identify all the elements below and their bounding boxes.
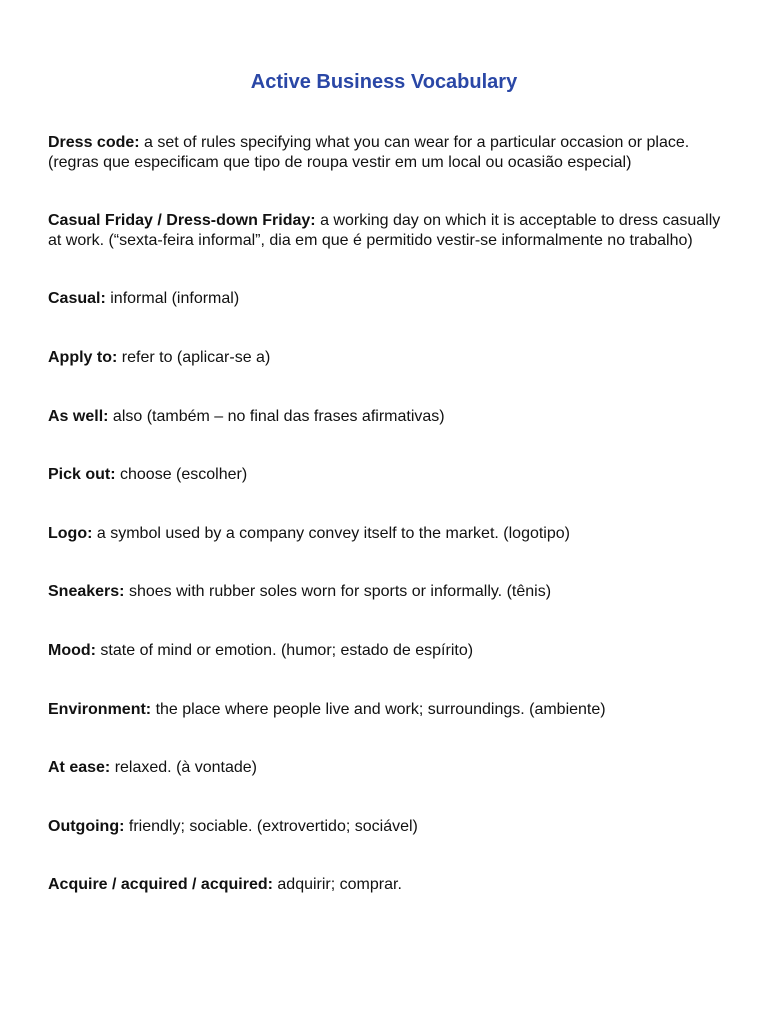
- entry-term: Acquire / acquired / acquired:: [48, 876, 273, 894]
- vocabulary-entry: [48, 348, 728, 368]
- entry-definition: choose (escolher): [115, 466, 248, 484]
- vocabulary-entry: [48, 133, 728, 172]
- entry-definition: refer to (aplicar-se a): [117, 348, 271, 366]
- entry-definition: a working day on which it is acceptable to dress casually at work. (“sexta-feira informal”, dia em que é permitido vestir-se informalmente no trabalho): [48, 212, 721, 249]
- vocabulary-list: [48, 133, 728, 934]
- vocabulary-entry: [48, 641, 728, 661]
- entry-definition: informal (informal): [105, 290, 240, 308]
- entry-definition: a symbol used by a company convey itself to the market. (logotipo): [92, 524, 570, 542]
- entry-term: Dress code:: [48, 134, 140, 151]
- entry-term: Pick out:: [48, 466, 116, 484]
- vocabulary-entry: [48, 582, 728, 602]
- vocabulary-entry: [48, 817, 728, 837]
- entry-term: Sneakers:: [48, 583, 125, 601]
- entry-term: Outgoing:: [48, 817, 125, 835]
- entry-term: Apply to:: [48, 348, 118, 366]
- vocabulary-entry: [48, 758, 728, 778]
- entry-definition: state of mind or emotion. (humor; estado de espírito): [95, 641, 474, 659]
- entry-definition: adquirir; comprar.: [272, 876, 402, 894]
- entry-definition: also (também – no final das frases afirmativas): [108, 407, 445, 425]
- entry-term: Mood:: [48, 641, 96, 659]
- entry-term: As well:: [48, 407, 109, 425]
- vocabulary-entry: [48, 289, 728, 309]
- vocabulary-entry: [48, 465, 728, 485]
- entry-term: At ease:: [48, 759, 111, 777]
- vocabulary-entry: [48, 875, 728, 895]
- entry-definition: shoes with rubber soles worn for sports or informally. (tênis): [124, 583, 552, 601]
- document-title: Active Business Vocabulary: [250, 71, 518, 93]
- entry-term: Casual:: [48, 290, 106, 308]
- entry-definition: friendly; sociable. (extrovertido; sociável): [124, 817, 418, 835]
- entry-definition: relaxed. (à vontade): [110, 759, 257, 777]
- entry-term: Casual Friday / Dress-down Friday:: [48, 212, 316, 230]
- entry-term: Logo:: [48, 524, 93, 542]
- entry-definition: the place where people live and work; surroundings. (ambiente): [151, 700, 606, 718]
- entry-term: Environment:: [48, 700, 152, 718]
- vocabulary-entry: [48, 211, 728, 250]
- vocabulary-entry: [48, 407, 728, 427]
- vocabulary-entry: [48, 524, 728, 544]
- entry-definition: a set of rules specifying what you can wear for a particular occasion or place. (regras que especificam que tipo de roupa vestir em um local ou ocasião especial): [48, 134, 690, 171]
- vocabulary-entry: [48, 700, 728, 720]
